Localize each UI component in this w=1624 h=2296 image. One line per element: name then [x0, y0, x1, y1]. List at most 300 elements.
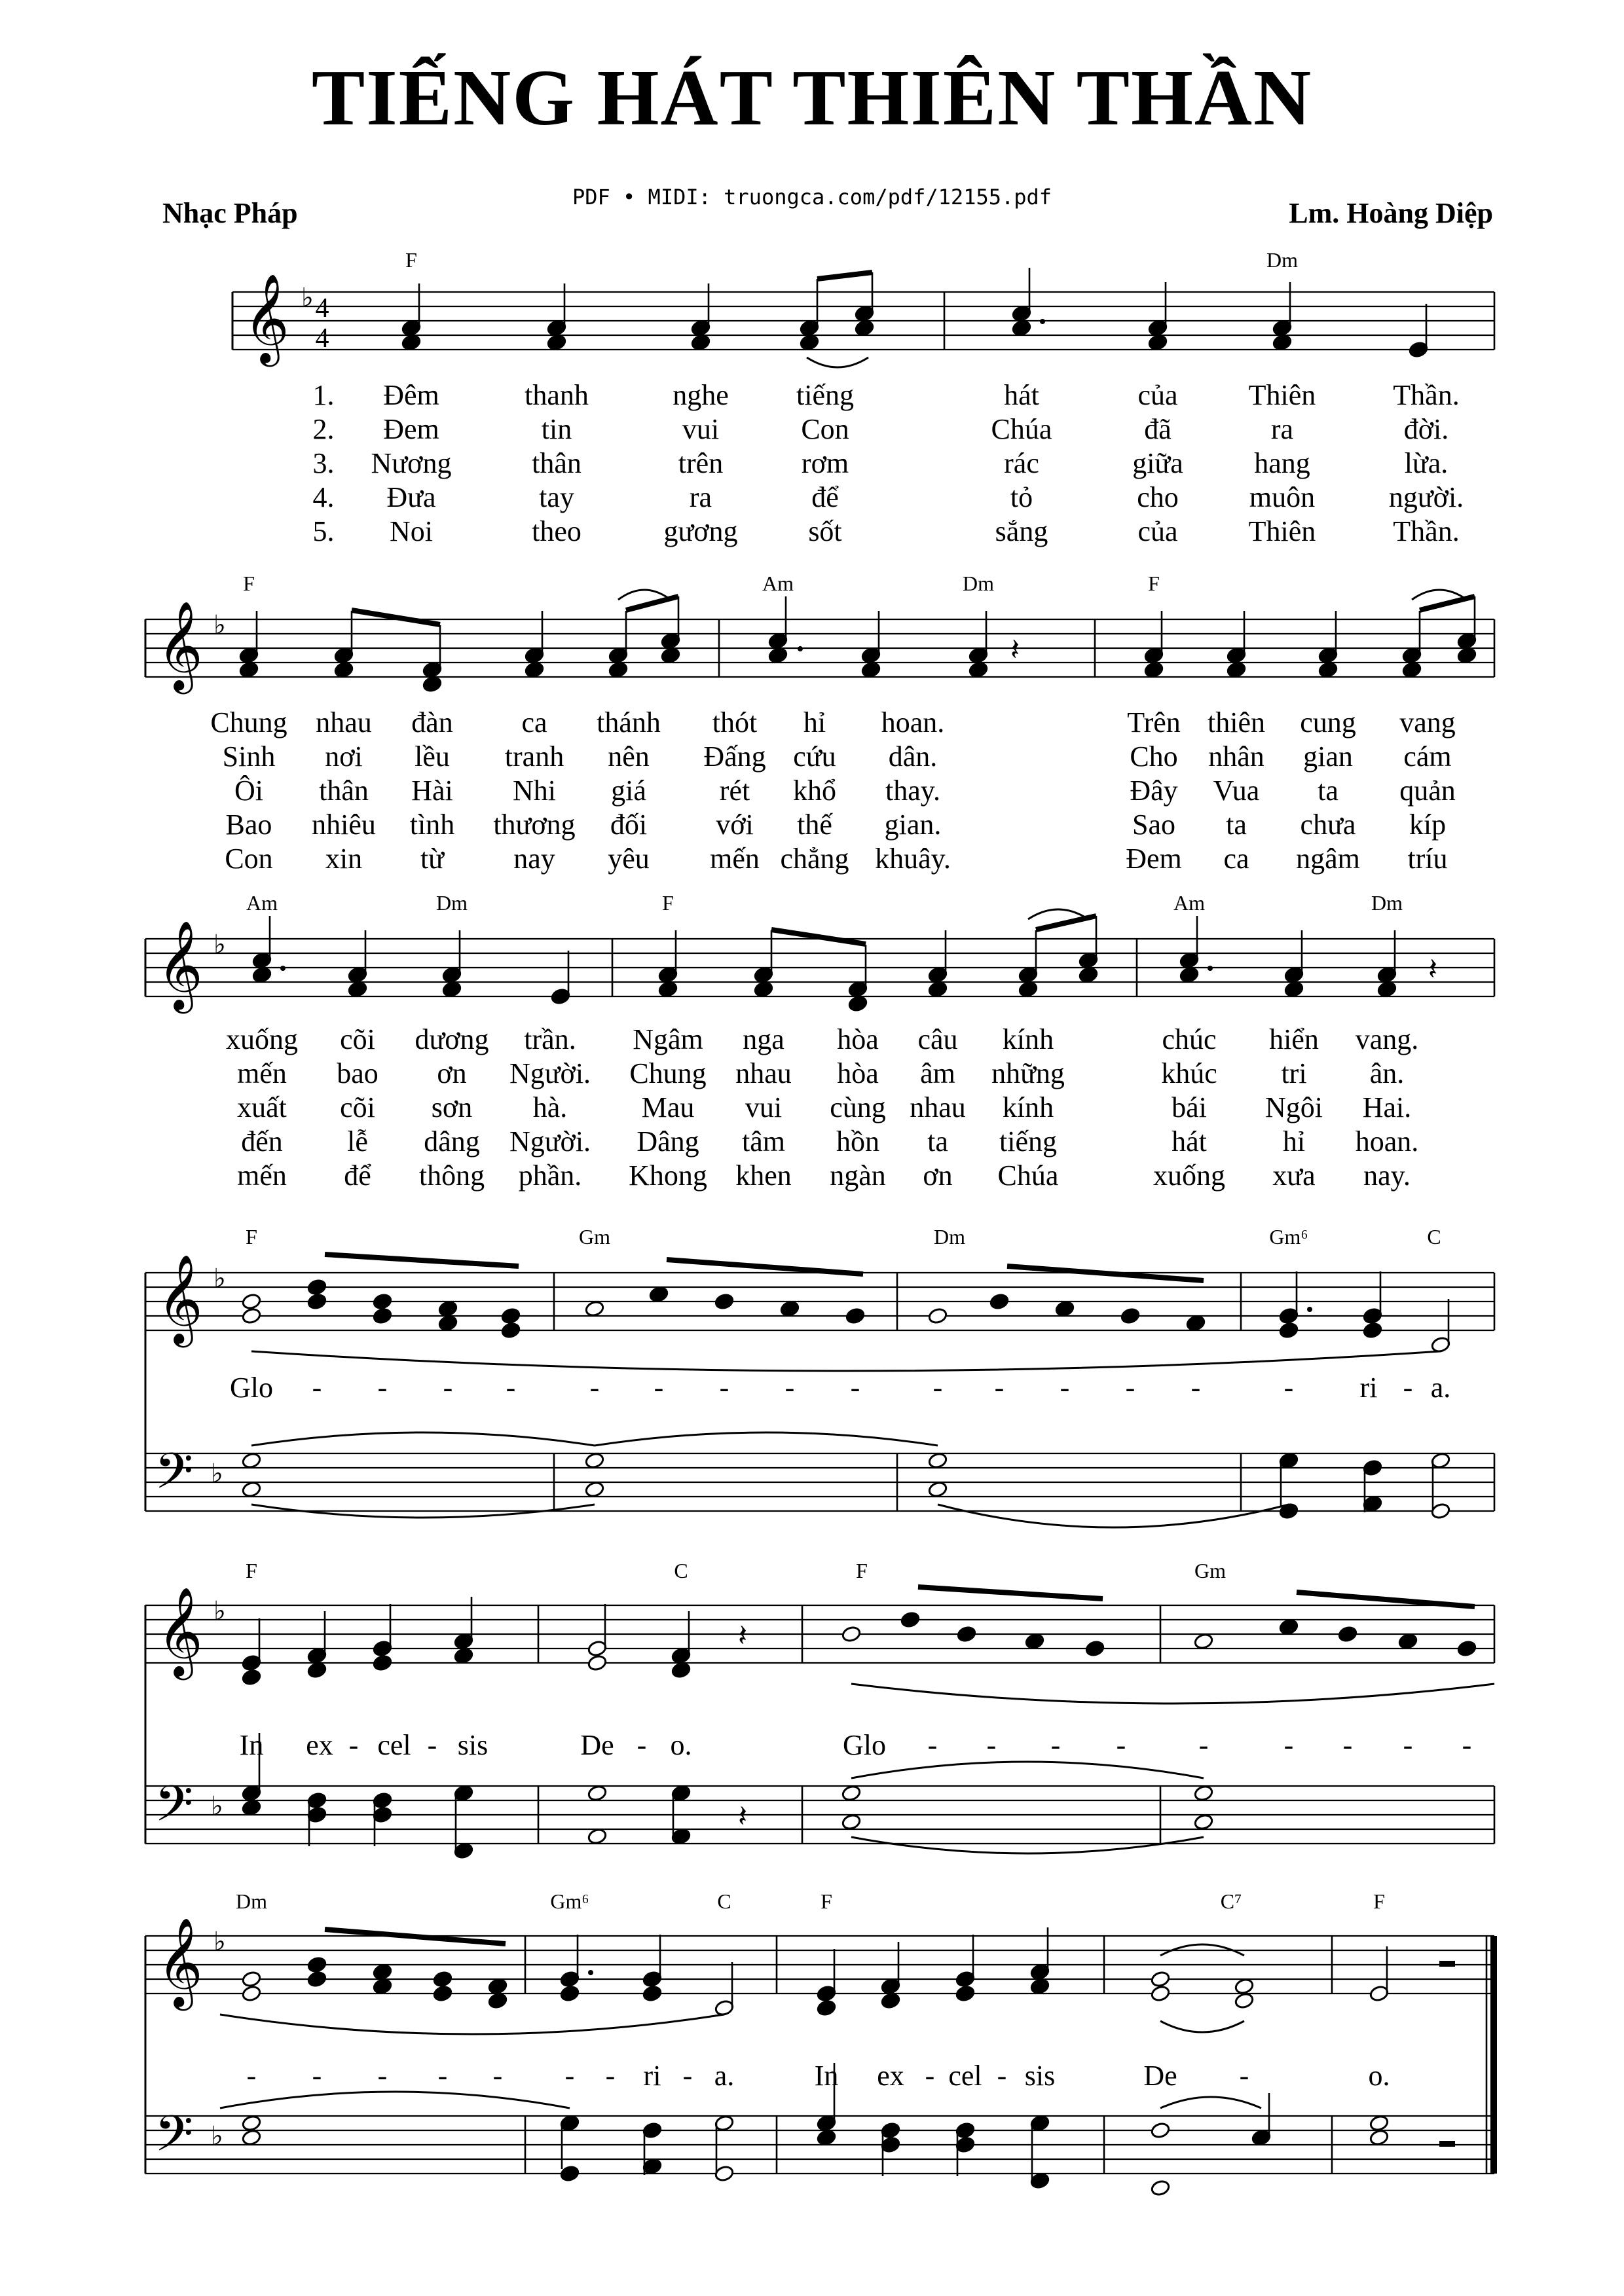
note-head — [242, 1985, 262, 2003]
lyric-syllable: - — [1403, 1729, 1413, 1761]
note-head — [1398, 1633, 1418, 1650]
final-barline — [1490, 1936, 1497, 2174]
lyric-syllable: vang — [1399, 706, 1456, 738]
lyric-syllable: Cho — [1130, 740, 1178, 773]
beam — [667, 1260, 863, 1274]
lyric-syllable: vui — [682, 413, 720, 445]
lyric-syllable: những — [991, 1057, 1065, 1089]
lyric-syllable: yêu — [608, 843, 650, 875]
lyric-syllable: xưa — [1272, 1159, 1316, 1192]
dot — [798, 646, 803, 651]
lyric-syllable: cám — [1403, 740, 1452, 773]
chord-symbol: F — [405, 248, 417, 272]
lyric-syllable: hỉ — [803, 706, 826, 738]
lyric-syllable: - — [994, 1372, 1005, 1404]
composer-name: Lm. Hoàng Diệp — [1289, 197, 1493, 229]
lyric-syllable: - — [377, 1372, 388, 1404]
slur — [1160, 2097, 1261, 2108]
bass-clef-icon: 𝄢 — [155, 1777, 194, 1844]
lyric-syllable: rơm — [801, 447, 849, 479]
lyric-syllable: hà. — [532, 1091, 568, 1123]
chord-symbol: Gm — [579, 1225, 610, 1248]
note-head — [1151, 2122, 1171, 2140]
lyric-syllable: xuống — [226, 1023, 298, 1055]
lyric-syllable: hoan. — [1355, 1125, 1419, 1157]
lyric-syllable: bao — [337, 1057, 378, 1089]
note-head — [373, 1963, 393, 1981]
lyric-syllable: thiên — [1208, 706, 1265, 738]
lyric-syllable: rác — [1004, 447, 1039, 479]
note-head — [242, 1307, 262, 1325]
note-head — [969, 661, 989, 679]
whole-note — [928, 1481, 948, 1499]
note-head — [1272, 334, 1293, 352]
lyric-syllable: ri — [1359, 1372, 1378, 1404]
lyric-syllable: - — [377, 2060, 388, 2092]
note-head — [433, 1985, 453, 2003]
lyric-syllable: thót — [712, 706, 758, 738]
lyric-syllable: - — [1283, 1372, 1294, 1404]
note-head — [1457, 596, 1477, 649]
lyric-syllable: - — [312, 2060, 322, 2092]
lyric-syllable: mến — [710, 843, 760, 875]
lyric-syllable: Chung — [629, 1057, 707, 1089]
chord-note — [242, 1799, 262, 1817]
lyric-syllable: - — [1462, 1729, 1472, 1761]
note-head — [551, 951, 571, 1005]
lyric-syllable: tiếng — [796, 379, 854, 411]
whole-note — [585, 1481, 605, 1499]
whole-note — [242, 1452, 262, 1470]
note-head — [488, 1992, 508, 2010]
note-head — [855, 319, 875, 337]
lyric-syllable: từ — [420, 843, 445, 875]
dot — [1307, 1307, 1312, 1312]
note-head — [780, 1300, 800, 1318]
lyric-syllable: - — [605, 2060, 616, 2092]
note-head — [442, 981, 462, 998]
lyric-syllable: thanh — [525, 379, 589, 411]
note-head — [817, 1999, 837, 2017]
note-head — [1030, 2115, 1050, 2182]
lyric-syllable: Thần. — [1393, 515, 1460, 547]
lyric-syllable: Đêm — [383, 379, 439, 411]
note-head — [955, 1985, 976, 2003]
chord-note — [1279, 1452, 1299, 1506]
chord-symbol: F — [1148, 572, 1160, 595]
lyric-syllable: In — [239, 1729, 264, 1761]
slur — [851, 1762, 1204, 1778]
note-head — [373, 1654, 393, 1672]
chord-symbol: C — [674, 1559, 688, 1582]
dot — [1040, 319, 1045, 324]
key-flat-icon: ♭ — [213, 1927, 226, 1956]
lyric-syllable: hang — [1254, 447, 1310, 479]
note-head — [1409, 304, 1429, 358]
lyric-syllable: - — [1190, 1372, 1201, 1404]
staff — [145, 1605, 1494, 1663]
whole-note — [841, 1813, 862, 1831]
staff — [145, 1936, 1494, 1994]
note-head — [242, 1669, 262, 1686]
note-head — [433, 1971, 453, 1988]
chord-symbol: Am — [1173, 891, 1205, 915]
note-head — [1179, 916, 1200, 969]
key-flat-icon: ♭ — [213, 610, 226, 640]
whole-note — [928, 1452, 948, 1470]
note-head — [239, 661, 259, 679]
lyric-syllable: kính — [1002, 1023, 1054, 1055]
lyric-syllable: cung — [1300, 706, 1356, 738]
note-head — [1457, 647, 1477, 665]
note-head — [928, 1307, 948, 1325]
time-signature-top: 4 — [315, 293, 329, 323]
beam — [325, 1254, 519, 1266]
quarter-rest-icon: 𝄽 — [1010, 633, 1020, 666]
lyric-syllable: Hài — [411, 774, 453, 807]
note-head — [754, 981, 774, 998]
note-head — [1018, 981, 1039, 998]
lyric-syllable: khổ — [793, 774, 836, 807]
note-head — [848, 995, 868, 1013]
lyric-syllable: Glo — [843, 1729, 886, 1761]
note-head — [348, 981, 368, 998]
lyric-syllable: a. — [714, 2060, 735, 2092]
note-head — [1227, 661, 1247, 679]
note-head — [438, 1315, 458, 1332]
lyric-syllable: tríu — [1407, 843, 1448, 875]
note-head — [587, 1828, 608, 1846]
lyric-syllable: ngàn — [830, 1159, 886, 1192]
lyric-syllable: - — [443, 1372, 453, 1404]
lyric-syllable: cùng — [830, 1091, 886, 1123]
lyric-syllable: In — [814, 2060, 839, 2092]
lyric-syllable: nhân — [1208, 740, 1264, 773]
note-head — [1148, 282, 1168, 337]
note-head — [1234, 1992, 1255, 2010]
lyric-syllable: nên — [608, 740, 650, 773]
lyric-syllable: Nương — [371, 447, 452, 479]
lyric-syllable: tin — [541, 413, 572, 445]
note-head — [307, 1279, 327, 1296]
lyric-syllable: hỉ — [1282, 1125, 1306, 1157]
lyric-syllable: Chúa — [991, 413, 1052, 445]
dot — [280, 966, 286, 971]
note-head — [587, 1654, 608, 1672]
chord-symbol: F — [1373, 1889, 1385, 1913]
treble-clef-icon: 𝄞 — [157, 603, 203, 689]
note-head — [587, 1604, 608, 1657]
lyric-syllable: đời. — [1403, 413, 1449, 445]
lyric-syllable: giá — [611, 774, 646, 807]
lyric-syllable: - — [1116, 1729, 1126, 1761]
lyric-syllable: ra — [1270, 413, 1294, 445]
note-head — [642, 1985, 663, 2003]
note-head — [1377, 981, 1397, 998]
note-head — [1079, 966, 1099, 984]
note-head — [1079, 916, 1099, 969]
note-head — [307, 1956, 327, 1974]
lyric-syllable: đàn — [411, 706, 453, 738]
verse-number: 4. — [312, 481, 335, 513]
lyric-syllable: mến — [237, 1057, 287, 1089]
note-head — [438, 1300, 458, 1318]
lyric-syllable: Hai. — [1362, 1091, 1412, 1123]
chord-symbol: Am — [762, 572, 794, 595]
lyric-syllable: - — [784, 1372, 795, 1404]
lyric-syllable: Đây — [1130, 774, 1178, 807]
lyric-syllable: Đem — [383, 413, 439, 445]
lyric-syllable: - — [925, 2060, 935, 2092]
verse-number: 2. — [312, 413, 335, 445]
chord-symbol: F — [246, 1559, 257, 1582]
note-head — [1148, 334, 1168, 352]
song-title: TIẾNG HÁT THIÊN THẦN — [311, 54, 1313, 142]
key-flat-icon: ♭ — [211, 1791, 223, 1821]
treble-clef-icon: 𝄞 — [157, 1256, 203, 1342]
slur — [851, 1837, 1204, 1853]
lyric-syllable: ta — [1318, 774, 1338, 807]
lyric-syllable: đối — [610, 809, 648, 841]
beam — [771, 930, 866, 944]
chord-symbol: Dm — [963, 572, 994, 595]
note-head — [1363, 1271, 1383, 1324]
lyric-syllable: cho — [1137, 481, 1179, 513]
lyric-syllable: giữa — [1132, 447, 1183, 479]
key-flat-icon: ♭ — [211, 2121, 223, 2151]
lyric-syllable: - — [654, 1372, 664, 1404]
lyric-syllable: Ngâm — [633, 1023, 703, 1055]
bass-clef-icon: 𝄢 — [155, 1444, 194, 1511]
note-head — [661, 596, 681, 649]
note-head — [1144, 661, 1164, 679]
half-note — [242, 1293, 262, 1311]
lyric-syllable: - — [927, 1729, 938, 1761]
note-head — [454, 1647, 474, 1665]
lyric-syllable: lễ — [347, 1125, 368, 1157]
note-head — [1055, 1300, 1075, 1318]
whole-note — [242, 2129, 262, 2147]
lyric-syllable: Sao — [1132, 809, 1175, 841]
lyric-syllable: sis — [1024, 2060, 1056, 2092]
lyric-syllable: khen — [735, 1159, 792, 1192]
note-head — [242, 1618, 262, 1671]
note-head — [1179, 966, 1200, 984]
note-head — [1251, 2093, 1272, 2146]
note-head — [671, 1662, 692, 1679]
source-link[interactable]: PDF • MIDI: truongca.com/pdf/12155.pdf — [572, 185, 1052, 210]
note-head — [768, 596, 788, 649]
chord-symbol: Dm — [1371, 891, 1403, 915]
lyric-syllable: - — [997, 2060, 1007, 2092]
note-head — [547, 334, 567, 352]
lyric-syllable: Thiên — [1248, 379, 1316, 411]
note-head — [1151, 1971, 1171, 1988]
lyric-syllable: lều — [415, 740, 450, 773]
chord-symbol: C — [1427, 1225, 1441, 1248]
note-head — [585, 1300, 605, 1318]
lyric-syllable: thay. — [885, 774, 940, 807]
chord-symbol: F — [662, 891, 674, 915]
lyric-syllable: người. — [1388, 481, 1464, 513]
music-origin: Nhạc Pháp — [162, 197, 298, 229]
lyric-syllable: thế — [797, 809, 832, 841]
lyric-syllable: Người. — [509, 1125, 591, 1157]
lyric-syllable: khuây. — [875, 843, 951, 875]
lyric-syllable: Trên — [1127, 706, 1181, 738]
lyric-syllable: Ôi — [234, 774, 263, 807]
lyric-syllable: Glo — [230, 1372, 273, 1404]
lyric-syllable: tỏ — [1010, 481, 1033, 513]
half-note — [714, 1962, 735, 2016]
quarter-rest-icon: 𝄽 — [737, 1800, 748, 1833]
lyric-syllable: o. — [670, 1729, 692, 1761]
note-head — [957, 1626, 977, 1643]
lyric-syllable: - — [1060, 1372, 1070, 1404]
note-head — [1284, 981, 1304, 998]
note-head — [661, 647, 681, 665]
chord-symbol: Gm — [1194, 1559, 1226, 1582]
lyric-syllable: hoan. — [881, 706, 945, 738]
note-head — [1234, 1978, 1255, 1995]
lyric-syllable: đến — [241, 1125, 283, 1157]
lyric-syllable: ơn — [437, 1057, 467, 1089]
note-head — [1194, 1633, 1214, 1650]
chord-symbol: C — [717, 1889, 731, 1913]
note-head — [1186, 1315, 1206, 1332]
lyric-syllable: - — [1050, 1729, 1061, 1761]
lyric-syllable: với — [716, 809, 754, 841]
lyric-syllable: - — [589, 1372, 600, 1404]
lyric-syllable: Đưa — [386, 481, 436, 513]
lyric-syllable: chẳng — [780, 843, 849, 875]
lyric-syllable: Người. — [509, 1057, 591, 1089]
lyric-syllable: gian — [1303, 740, 1353, 773]
note-head — [1363, 1322, 1383, 1339]
lyric-syllable: của — [1137, 379, 1178, 411]
lyric-syllable: Con — [801, 413, 849, 445]
lyric-syllable: tri — [1281, 1057, 1307, 1089]
lyric-syllable: Đấng — [703, 740, 766, 773]
lyric-syllable: dâng — [424, 1125, 480, 1157]
lyric-syllable: thánh — [597, 706, 661, 738]
lyric-syllable: - — [1403, 1372, 1413, 1404]
note-head — [373, 1978, 393, 1995]
slur — [851, 1684, 1494, 1704]
lyric-syllable: De — [1143, 2060, 1177, 2092]
note-head — [1369, 2115, 1390, 2132]
lyric-syllable: nghe — [673, 379, 729, 411]
slur — [251, 1432, 595, 1446]
lyric-syllable: quản — [1399, 774, 1456, 807]
slur — [807, 357, 868, 367]
note-head — [881, 1992, 901, 2010]
key-flat-icon: ♭ — [213, 1596, 226, 1626]
lyric-syllable: - — [1239, 2060, 1249, 2092]
lyric-syllable: ri — [643, 2060, 661, 2092]
lyric-syllable: hát — [1172, 1125, 1207, 1157]
chord-symbol: Dm — [934, 1225, 965, 1248]
beam — [352, 610, 440, 625]
note-head — [1338, 1626, 1358, 1643]
whole-note — [242, 1481, 262, 1499]
lyric-syllable: Mau — [641, 1091, 695, 1123]
lyric-syllable: sis — [457, 1729, 489, 1761]
lyric-syllable: tiếng — [999, 1125, 1057, 1157]
treble-clef-icon: 𝄞 — [244, 276, 289, 361]
lyric-syllable: ơn — [923, 1159, 953, 1192]
lyric-syllable: trần. — [524, 1023, 576, 1055]
lyric-syllable: thân — [532, 447, 581, 479]
half-rest-icon — [1439, 1961, 1455, 1967]
note-head — [560, 1935, 580, 1988]
slur — [251, 1351, 1441, 1371]
lyric-syllable: - — [348, 1729, 359, 1761]
note-head — [900, 1611, 921, 1629]
lyric-syllable: De — [580, 1729, 614, 1761]
lyric-syllable: Khong — [629, 1159, 707, 1192]
lyric-syllable: - — [1342, 1729, 1353, 1761]
lyric-syllable: rét — [719, 774, 750, 807]
note-head — [252, 916, 272, 969]
lyric-syllable: - — [932, 1372, 943, 1404]
lyric-syllable: Thiên — [1248, 515, 1316, 547]
lyric-syllable: ân. — [1369, 1057, 1405, 1089]
note-head — [817, 1949, 837, 2002]
lyric-syllable: sơn — [431, 1091, 473, 1123]
lyric-syllable: - — [1283, 1729, 1294, 1761]
slur — [1160, 2021, 1244, 2032]
lyric-syllable: muôn — [1249, 481, 1316, 513]
chord-note — [560, 2115, 580, 2169]
lyric-syllable: gương — [663, 515, 738, 547]
lyric-syllable: - — [1198, 1729, 1209, 1761]
note-head — [560, 1985, 580, 2003]
note-head — [1279, 1618, 1299, 1636]
verse-number: 1. — [312, 379, 335, 411]
whole-note — [585, 1452, 605, 1470]
lyric-syllable: xuống — [1153, 1159, 1225, 1192]
lyric-syllable: cõi — [340, 1091, 375, 1123]
chord-note — [817, 2129, 837, 2147]
lyric-syllable: hòa — [837, 1057, 879, 1089]
lyric-syllable: cel — [948, 2060, 982, 2092]
chord-symbol: Dm — [436, 891, 468, 915]
whole-note — [1194, 1813, 1214, 1831]
lyric-syllable: câu — [917, 1023, 958, 1055]
note-head — [649, 1286, 669, 1303]
lyric-syllable: theo — [532, 515, 581, 547]
slur — [220, 2092, 570, 2108]
time-signature-bottom: 4 — [315, 323, 329, 354]
lyric-syllable: chưa — [1300, 809, 1356, 841]
lyric-syllable: cel — [377, 1729, 411, 1761]
note-head — [1279, 1271, 1299, 1324]
lyric-syllable: vui — [745, 1091, 783, 1123]
chord-symbol: Gm⁶ — [1269, 1225, 1308, 1248]
lyric-syllable: ta — [1226, 809, 1247, 841]
lyric-syllable: thông — [418, 1159, 485, 1192]
note-head — [488, 1978, 508, 1995]
verse-number: 3. — [312, 447, 335, 479]
note-head — [1457, 1640, 1477, 1658]
whole-note — [242, 2115, 262, 2132]
note-head — [768, 647, 788, 665]
note-head — [841, 1626, 862, 1643]
note-head — [334, 661, 354, 679]
lyric-syllable: nhau — [316, 706, 372, 738]
chord-symbol: Dm — [1266, 248, 1298, 272]
